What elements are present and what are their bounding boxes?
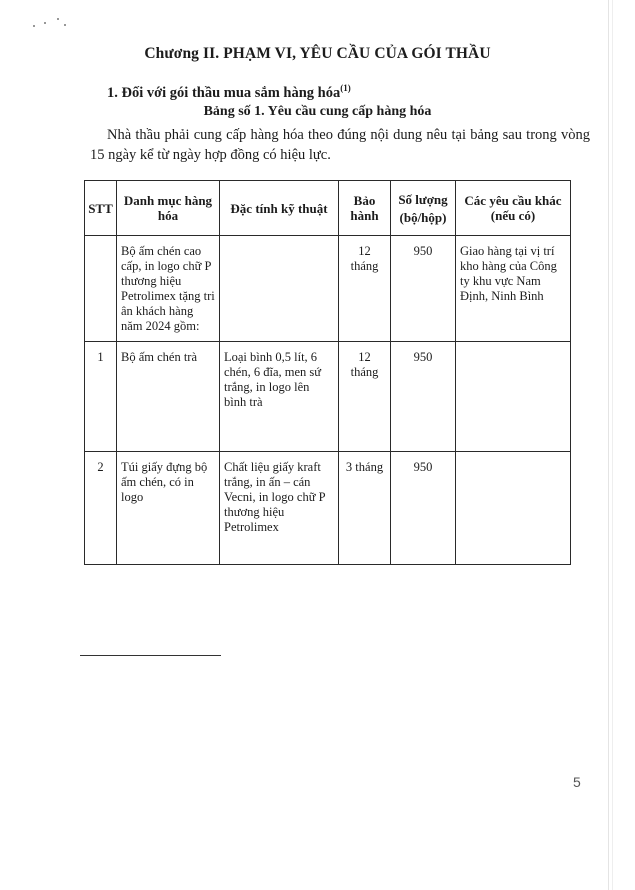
table-row: [85, 236, 571, 342]
section-heading: [107, 83, 351, 102]
scan-speck: [33, 25, 35, 27]
cell-spec: Loại bình 0,5 lít, 6 chén, 6 đĩa, men sứ trắng, in logo lên bình trà: [220, 342, 339, 452]
header-other: Các yêu cầu khác (nếu có): [456, 181, 571, 236]
goods-requirements-table: [84, 180, 571, 565]
header-spec: Đặc tính kỹ thuật: [220, 181, 339, 236]
footnote-mark: (1): [340, 83, 351, 93]
cell-other: Giao hàng tại vị trí kho hàng của Công ty khu vực Nam Định, Ninh Bình: [456, 236, 571, 342]
cell-warranty: 3 tháng: [339, 452, 391, 565]
cell-spec: Chất liệu giấy kraft trắng, in ấn – cán Vecni, in logo chữ P thương hiệu Petrolimex: [220, 452, 339, 565]
scan-speck: [44, 22, 46, 24]
cell-quantity: 950: [391, 452, 456, 565]
cell-other: [456, 342, 571, 452]
cell-stt: [85, 236, 117, 342]
scan-speck: [64, 24, 66, 26]
header-quantity: [391, 181, 456, 236]
scan-edge-line: [612, 0, 613, 890]
cell-spec: [220, 236, 339, 342]
cell-warranty: 12 tháng: [339, 236, 391, 342]
page-number: 5: [573, 774, 581, 790]
header-quantity-label: Số lượng: [398, 191, 448, 207]
header-stt: STT: [85, 181, 117, 236]
header-quantity-unit: (bộ/hộp): [399, 209, 447, 225]
cell-quantity: 950: [391, 342, 456, 452]
cell-item: Bộ ấm chén cao cấp, in logo chữ P thương hiệu Petrolimex tặng tri ân khách hàng năm 2024 gồm:: [117, 236, 220, 342]
table-row: [85, 342, 571, 452]
cell-quantity: 950: [391, 236, 456, 342]
chapter-title: Chương II. PHẠM VI, YÊU CẦU CỦA GÓI THẦU: [144, 45, 491, 62]
cell-item: Túi giấy đựng bộ ấm chén, có in logo: [117, 452, 220, 565]
footnote-divider: [80, 655, 221, 656]
header-warranty: Bảo hành: [339, 181, 391, 236]
cell-other: [456, 452, 571, 565]
scan-edge-line: [608, 0, 609, 890]
table-title: Bảng số 1. Yêu cầu cung cấp hàng hóa: [203, 104, 432, 119]
cell-item: Bộ ấm chén trà: [117, 342, 220, 452]
cell-stt: 2: [85, 452, 117, 565]
intro-paragraph: Nhà thầu phải cung cấp hàng hóa theo đúng nội dung nêu tại bảng sau trong vòng 15 ngày kể từ ngày hợp đồng có hiệu lực.: [90, 127, 590, 163]
cell-stt: 1: [85, 342, 117, 452]
scan-speck: [57, 18, 59, 20]
table-row: [85, 452, 571, 565]
cell-warranty: 12 tháng: [339, 342, 391, 452]
header-item: Danh mục hàng hóa: [117, 181, 220, 236]
table-header-row: [85, 181, 571, 236]
section-heading-text: 1. Đối với gói thầu mua sắm hàng hóa: [107, 84, 341, 101]
